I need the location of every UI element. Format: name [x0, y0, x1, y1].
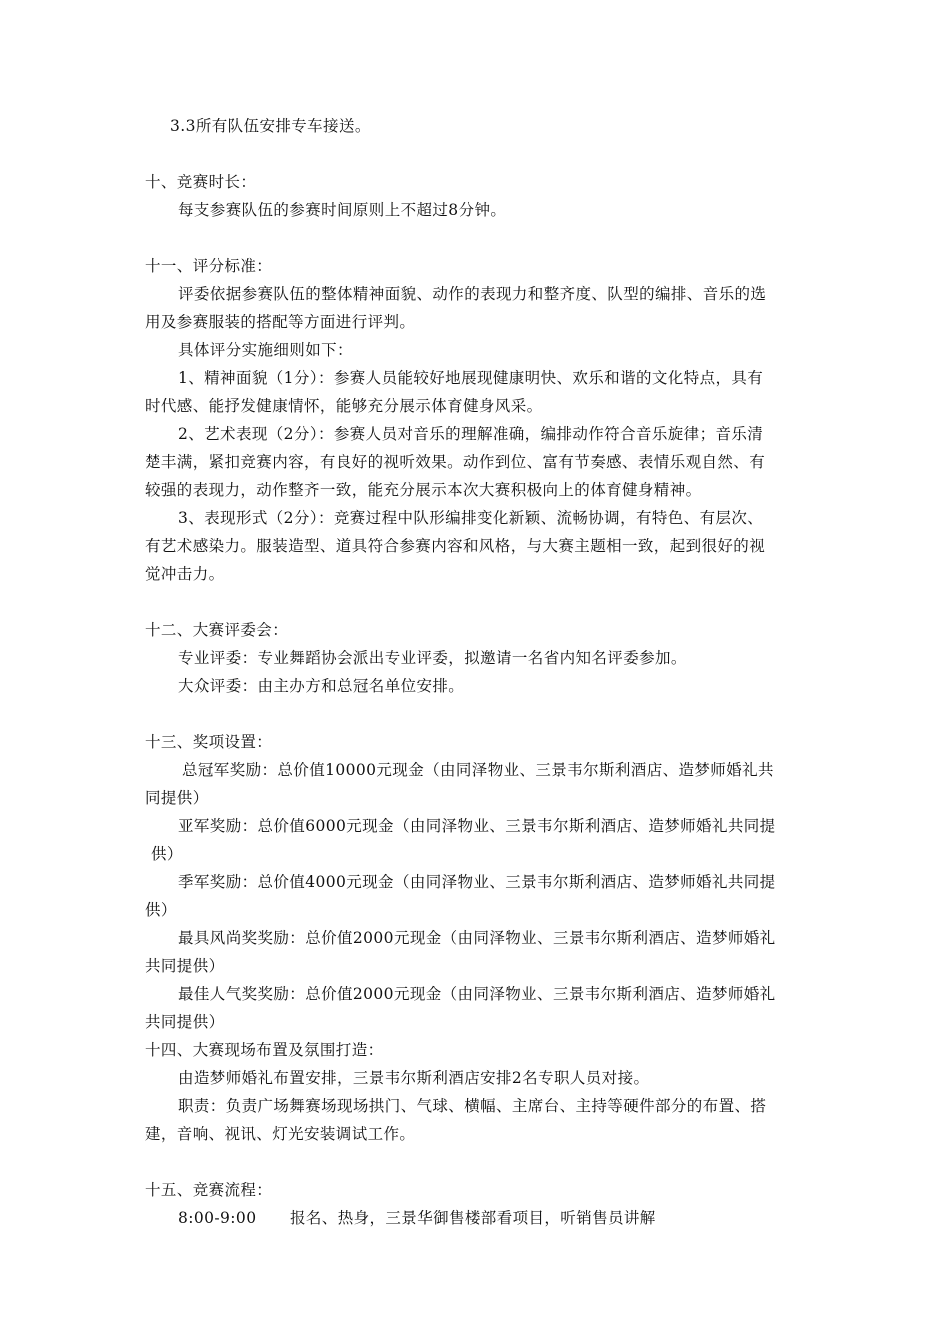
section-12-heading: 十二、大赛评委会：: [145, 621, 289, 639]
paragraph-line: 有艺术感染力。服装造型、道具符合参赛内容和风格，与大赛主题相一致，起到很好的视: [145, 537, 766, 555]
paragraph-line: 1、精神面貌（1分）：参赛人员能较好地展现健康明快、欢乐和谐的文化特点，具有: [178, 369, 764, 387]
award-line: 总冠军奖励：总价值10000元现金（由同泽物业、三景韦尔斯利酒店、造梦师婚礼共: [182, 761, 774, 779]
award-line: 共同提供）: [145, 1013, 225, 1031]
award-line: 最具风尚奖奖励：总价值2000元现金（由同泽物业、三景韦尔斯利酒店、造梦师婚礼: [178, 929, 776, 947]
award-line: 亚军奖励：总价值6000元现金（由同泽物业、三景韦尔斯利酒店、造梦师婚礼共同提: [178, 817, 776, 835]
paragraph-line: 时代感、能抒发健康情怀，能够充分展示体育健身风采。: [145, 397, 543, 415]
paragraph-line: 大众评委：由主办方和总冠名单位安排。: [178, 677, 465, 695]
schedule-time: 8:00-9:00: [178, 1209, 257, 1227]
paragraph-line: 由造梦师婚礼布置安排，三景韦尔斯利酒店安排2名专职人员对接。: [178, 1069, 650, 1087]
paragraph-line: 评委依据参赛队伍的整体精神面貌、动作的表现力和整齐度、队型的编排、音乐的选: [178, 285, 767, 303]
transport-note: 3.3所有队伍安排专车接送。: [170, 117, 371, 135]
award-line: 共同提供）: [145, 957, 225, 975]
award-line: 同提供）: [145, 789, 209, 807]
paragraph-line: 3、表现形式（2分）：竞赛过程中队形编排变化新颖、流畅协调，有特色、有层次、: [178, 509, 764, 527]
schedule-row: [178, 1208, 656, 1228]
section-11-heading: 十一、评分标准：: [145, 257, 273, 275]
award-line: 季军奖励：总价值4000元现金（由同泽物业、三景韦尔斯利酒店、造梦师婚礼共同提: [178, 873, 776, 891]
section-15-heading: 十五、竞赛流程：: [145, 1181, 273, 1199]
schedule-activity: 报名、热身，三景华御售楼部看项目，听销售员讲解: [290, 1209, 656, 1227]
section-10-heading: 十、竞赛时长：: [145, 173, 257, 191]
award-line: 最佳人气奖奖励：总价值2000元现金（由同泽物业、三景韦尔斯利酒店、造梦师婚礼: [178, 985, 776, 1003]
paragraph-line: 每支参赛队伍的参赛时间原则上不超过8分钟。: [178, 201, 507, 219]
paragraph-line: 用及参赛服装的搭配等方面进行评判。: [145, 313, 416, 331]
paragraph-line: 较强的表现力，动作整齐一致，能充分展示本次大赛积极向上的体育健身精神。: [145, 481, 702, 499]
paragraph-line: 建，音响、视讯、灯光安装调试工作。: [145, 1125, 416, 1143]
section-13-heading: 十三、奖项设置：: [145, 733, 273, 751]
paragraph-line: 职责：负责广场舞赛场现场拱门、气球、横幅、主席台、主持等硬件部分的布置、搭: [178, 1097, 767, 1115]
paragraph-line: 2、艺术表现（2分）：参赛人员对音乐的理解准确，编排动作符合音乐旋律；音乐清: [178, 425, 764, 443]
section-14-heading: 十四、大赛现场布置及氛围打造：: [145, 1041, 384, 1059]
award-line: 供）: [145, 901, 177, 919]
award-line: 供）: [151, 845, 183, 863]
paragraph-line: 觉冲击力。: [145, 565, 225, 583]
paragraph-line: 楚丰满，紧扣竞赛内容，有良好的视听效果。动作到位、富有节奏感、表情乐观自然、有: [145, 453, 766, 471]
paragraph-line: 专业评委：专业舞蹈协会派出专业评委，拟邀请一名省内知名评委参加。: [178, 649, 687, 667]
paragraph-line: 具体评分实施细则如下：: [178, 341, 353, 359]
